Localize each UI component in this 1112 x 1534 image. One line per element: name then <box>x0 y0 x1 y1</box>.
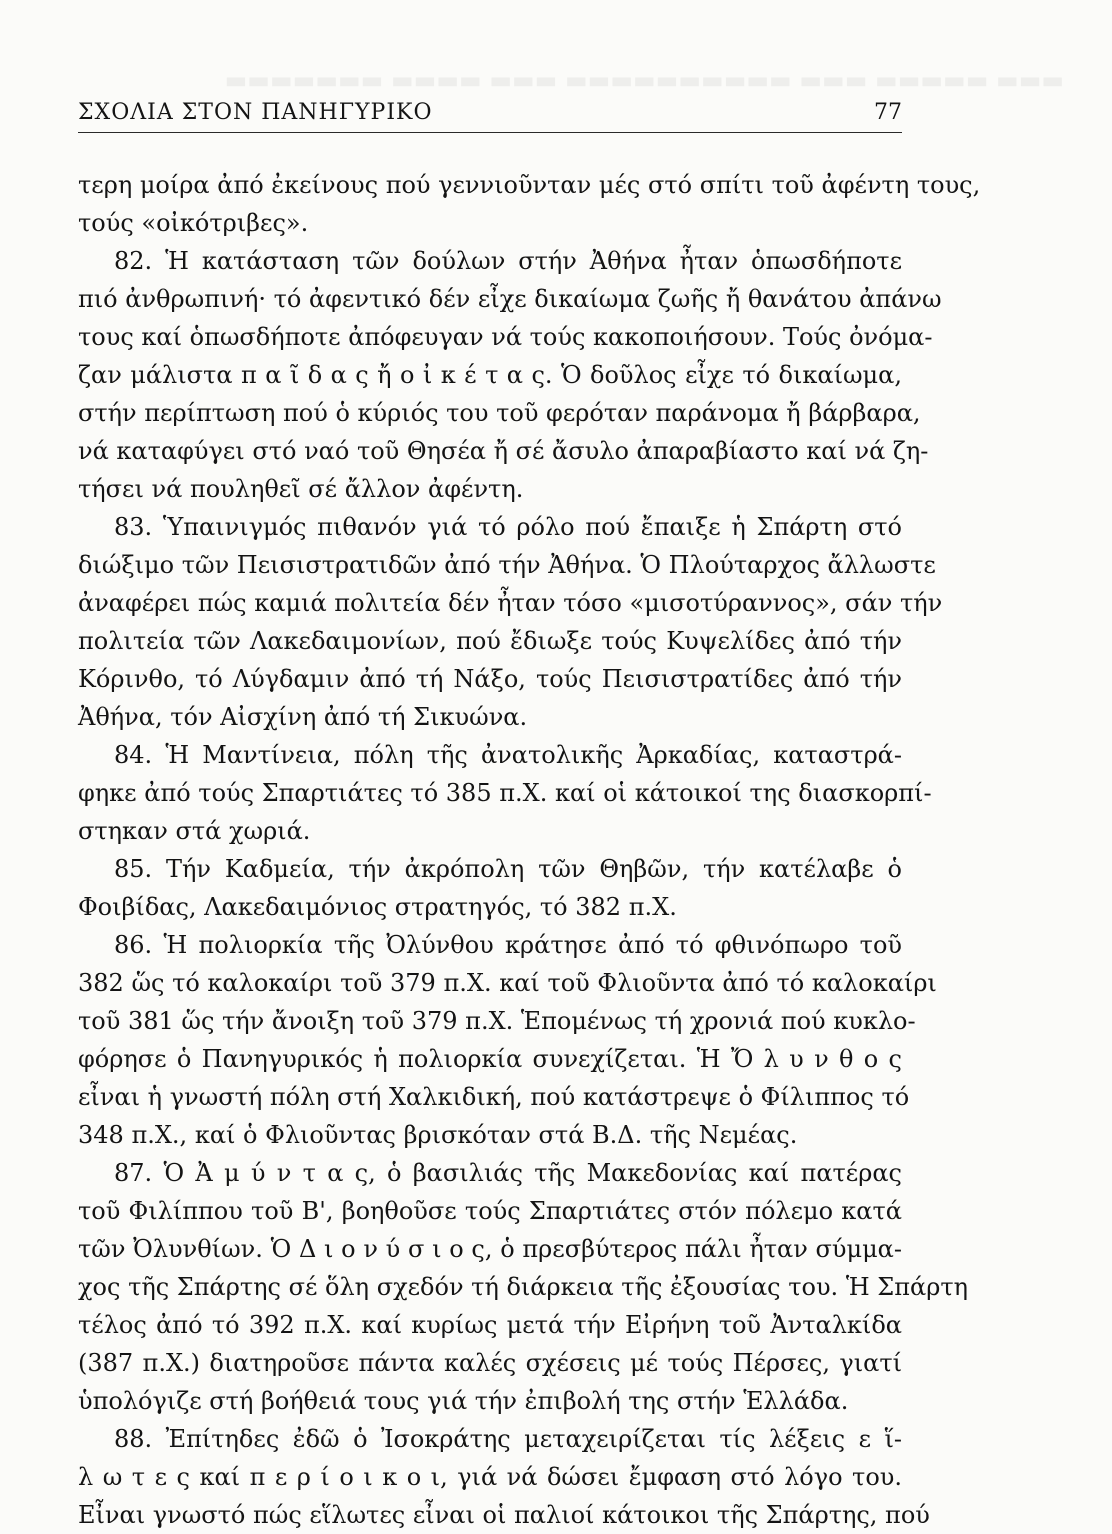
text-line: πολιτεία τῶν Λακεδαιμονίων, πού ἔδιωξε τούς Κυψελίδες ἀπό τήν <box>78 627 902 655</box>
text-line: τοῦ 381 ὥς τήν ἄνοιξη τοῦ 379 π.Χ. Ἑπομένως τή χρονιά πού κυκλο- <box>78 1007 916 1035</box>
text-line: τήσει νά πουληθεῖ σέ ἄλλον ἀφέντη. <box>78 475 524 503</box>
text-line: εἶναι ἡ γνωστή πόλη στή Χαλκιδική, πού κατάστρεψε ὁ Φίλιππος τό <box>78 1083 910 1111</box>
text-line: Φοιβίδας, Λακεδαιμόνιος στρατηγός, τό 382 π.Χ. <box>78 893 677 921</box>
note-83-start: 83. Ὑπαινιγμός πιθανόν γιά τό ρόλο πού ἔπαιξε ἡ Σπάρτη στό <box>114 513 902 541</box>
text-line: Ἀθήνα, τόν Αἰσχίνη ἀπό τή Σικυώνα. <box>78 703 528 731</box>
text-line: φόρησε ὁ Πανηγυρικός ἡ πολιορκία συνεχίζεται. Ἡ Ὄ λ υ ν θ ο ς <box>78 1045 902 1073</box>
text-line: ζαν μάλιστα π α ῖ δ α ς ἤ ο ἰ κ έ τ α ς. Ὁ δοῦλος εἶχε τό δικαίωμα, <box>78 361 902 389</box>
text-line: Κόρινθο, τό Λύγδαμιν ἀπό τή Νάξο, τούς Πεισιστρατίδες ἀπό τήν <box>78 665 902 693</box>
text-line: ὑπολόγιζε στή βοήθειά τους γιά τήν ἐπιβολή της στήν Ἑλλάδα. <box>78 1387 849 1415</box>
note-82-start: 82. Ἡ κατάσταση τῶν δούλων στήν Ἀθήνα ἦταν ὁπωσδήποτε <box>114 247 902 275</box>
text-line: στηκαν στά χωριά. <box>78 817 311 845</box>
text-line: τέλος ἀπό τό 392 π.Χ. καί κυρίως μετά τήν Εἰρήνη τοῦ Ἀνταλκίδα <box>78 1311 902 1339</box>
text-line: τερη μοίρα ἀπό ἐκείνους πού γεννιοῦνταν μές στό σπίτι τοῦ ἀφέντη τους, <box>78 171 981 199</box>
text-line: πιό ἀνθρωπινή· τό ἀφεντικό δέν εἶχε δικαίωμα ζωῆς ἤ θανάτου ἀπάνω <box>78 285 942 313</box>
note-85-start: 85. Τήν Καδμεία, τήν ἀκρόπολη τῶν Θηβῶν, τήν κατέλαβε ὁ <box>114 855 902 883</box>
text-line: στήν περίπτωση πού ὁ κύριός του τοῦ φερόταν παράνομα ἤ βάρβαρα, <box>78 399 921 427</box>
text-line: 348 π.Χ., καί ὁ Φλιοῦντας βρισκόταν στά Β.Δ. τῆς Νεμέας. <box>78 1121 798 1149</box>
note-84-start: 84. Ἡ Μαντίνεια, πόλη τῆς ἀνατολικῆς Ἀρκαδίας, καταστρά- <box>114 741 902 769</box>
show-through <box>64 60 1064 101</box>
body-text <box>78 166 981 1534</box>
running-title: ΣΧΟΛΙΑ ΣΤΟΝ ΠΑΝΗΓΥΡΙΚΟ <box>78 100 433 125</box>
text-line: 382 ὥς τό καλοκαίρι τοῦ 379 π.Χ. καί τοῦ Φλιοῦντα ἀπό τό καλοκαίρι <box>78 969 937 997</box>
text-line: χος τῆς Σπάρτης σέ ὅλη σχεδόν τή διάρκεια τῆς ἐξουσίας του. Ἡ Σπάρτη <box>78 1273 968 1301</box>
text-line: (387 π.Χ.) διατηροῦσε πάντα καλές σχέσεις μέ τούς Πέρσες, γιατί <box>78 1349 902 1377</box>
text-line: τους καί ὁπωσδήποτε ἀπόφευγαν νά τούς κακοποιήσουν. Τούς ὀνόμα- <box>78 323 933 351</box>
note-87-start: 87. Ὁ Ἀ μ ύ ν τ α ς, ὁ βασιλιάς τῆς Μακεδονίας καί πατέρας <box>114 1159 902 1187</box>
text-line: τῶν Ὀλυνθίων. Ὁ Δ ι ο ν ύ σ ι ο ς, ὁ πρεσβύτερος πάλι ἦταν σύμμα- <box>78 1235 902 1263</box>
text-line: λ ω τ ε ς καί π ε ρ ί ο ι κ ο ι, γιά νά δώσει ἔμφαση στό λόγο του. <box>78 1463 902 1491</box>
text-line: νά καταφύγει στό ναό τοῦ Θησέα ἤ σέ ἄσυλο ἀπαραβίαστο καί νά ζη- <box>78 437 929 465</box>
note-88-start: 88. Ἐπίτηδες ἐδῶ ὁ Ἰσοκράτης μεταχειρίζεται τίς λέξεις ε ἵ- <box>114 1425 902 1453</box>
note-86-start: 86. Ἡ πολιορκία τῆς Ὀλύνθου κράτησε ἀπό τό φθινόπωρο τοῦ <box>114 931 902 959</box>
show-through-line: ▬▬▬ ▬▬▬▬▬ ▬▬▬ ▬▬▬▬▬▬▬▬▬▬ ▬▬▬ ▬▬▬▬ ▬▬▬▬▬▬▬ <box>224 66 1064 94</box>
page-number: 77 <box>874 100 902 125</box>
text-line: τούς «οἰκότριβες». <box>78 209 309 237</box>
text-line: Εἶναι γνωστό πώς εἵλωτες εἶναι οἱ παλιοί κάτοικοι τῆς Σπάρτης, πού <box>78 1501 930 1529</box>
text-line: φηκε ἀπό τούς Σπαρτιάτες τό 385 π.Χ. καί οἱ κάτοικοί της διασκορπί- <box>78 779 932 807</box>
text-line: τοῦ Φιλίππου τοῦ Β', βοηθοῦσε τούς Σπαρτιάτες στόν πόλεμο κατά <box>78 1197 902 1225</box>
text-line: ἀναφέρει πώς καμιά πολιτεία δέν ἦταν τόσο «μισοτύραννος», σάν τήν <box>78 589 943 617</box>
page-header <box>78 98 902 133</box>
text-line: διώξιμο τῶν Πεισιστρατιδῶν ἀπό τήν Ἀθήνα. Ὁ Πλούταρχος ἄλλωστε <box>78 551 936 579</box>
